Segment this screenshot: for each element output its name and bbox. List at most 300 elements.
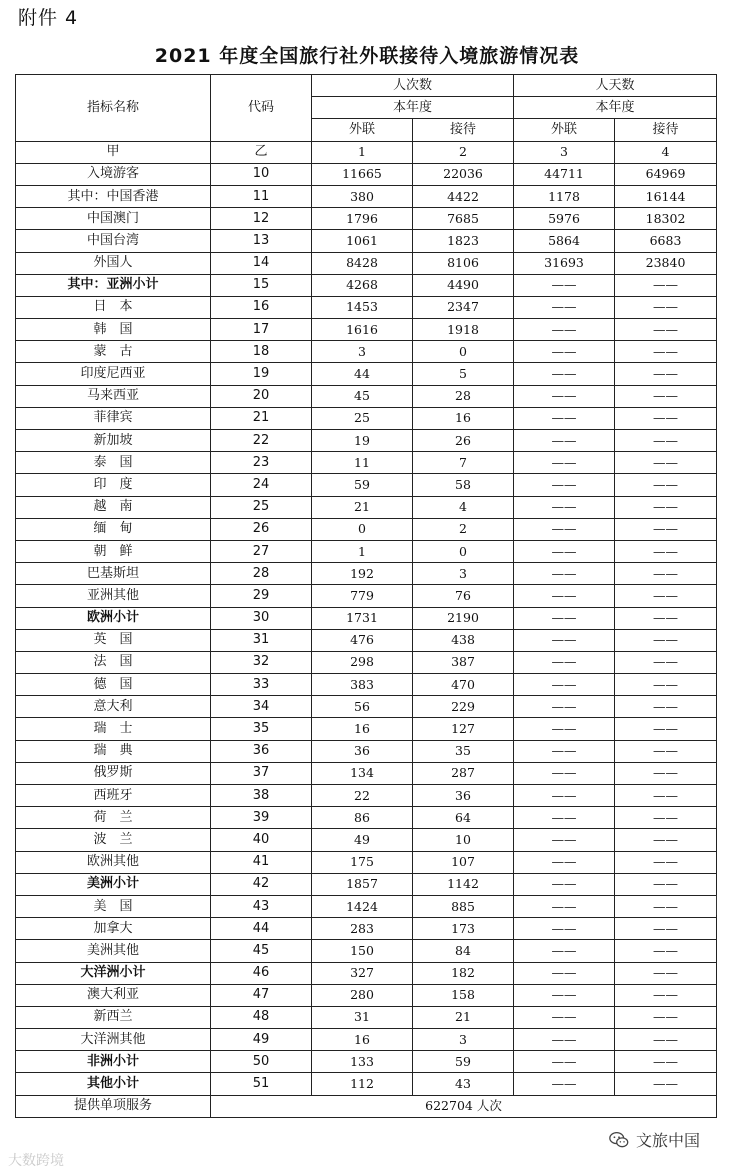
header-col-2: 2 (413, 141, 514, 163)
row-name: 巴基斯坦 (16, 563, 211, 585)
row-jiedai-days: —— (615, 518, 717, 540)
table-row (16, 1051, 717, 1073)
row-name: 韩 国 (16, 319, 211, 341)
row-waillian-days: 44711 (514, 163, 615, 185)
row-waillian-times: 283 (312, 918, 413, 940)
row-jiedai-times: 0 (413, 341, 514, 363)
row-code: 37 (211, 762, 312, 784)
row-waillian-times: 45 (312, 385, 413, 407)
watermark-right (608, 1128, 700, 1151)
table-row (16, 319, 717, 341)
row-name: 澳大利亚 (16, 984, 211, 1006)
row-code: 32 (211, 651, 312, 673)
header-this-year-1: 本年度 (312, 97, 514, 119)
row-code: 51 (211, 1073, 312, 1095)
row-name: 中国台湾 (16, 230, 211, 252)
row-code: 27 (211, 540, 312, 562)
row-code: 39 (211, 807, 312, 829)
row-waillian-days: —— (514, 718, 615, 740)
row-name: 加拿大 (16, 918, 211, 940)
row-waillian-days: —— (514, 363, 615, 385)
row-waillian-times: 476 (312, 629, 413, 651)
row-code: 49 (211, 1029, 312, 1051)
row-code: 43 (211, 895, 312, 917)
row-waillian-times: 1453 (312, 296, 413, 318)
row-jiedai-days: —— (615, 474, 717, 496)
table-row (16, 230, 717, 252)
row-jiedai-days: —— (615, 718, 717, 740)
row-waillian-times: 380 (312, 185, 413, 207)
table-row (16, 208, 717, 230)
row-code: 45 (211, 940, 312, 962)
row-name: 越 南 (16, 496, 211, 518)
row-name: 美 国 (16, 895, 211, 917)
table-row (16, 1073, 717, 1095)
row-waillian-days: —— (514, 895, 615, 917)
row-waillian-times: 1061 (312, 230, 413, 252)
inbound-tourism-table (15, 74, 717, 1118)
row-code: 13 (211, 230, 312, 252)
row-code: 10 (211, 163, 312, 185)
row-jiedai-times: 16 (413, 407, 514, 429)
row-waillian-times: 11665 (312, 163, 413, 185)
row-code: 22 (211, 430, 312, 452)
row-jiedai-days: —— (615, 984, 717, 1006)
row-waillian-days: —— (514, 807, 615, 829)
row-name: 亚洲其他 (16, 585, 211, 607)
row-waillian-days: —— (514, 407, 615, 429)
table-row (16, 1006, 717, 1028)
row-jiedai-times: 7685 (413, 208, 514, 230)
row-waillian-days: —— (514, 1006, 615, 1028)
row-waillian-times: 133 (312, 1051, 413, 1073)
row-jiedai-days: —— (615, 651, 717, 673)
footer-row (16, 1095, 717, 1117)
row-jiedai-times: 58 (413, 474, 514, 496)
row-code: 11 (211, 185, 312, 207)
row-jiedai-times: 229 (413, 696, 514, 718)
table-row (16, 962, 717, 984)
row-jiedai-times: 3 (413, 563, 514, 585)
row-waillian-times: 22 (312, 785, 413, 807)
row-jiedai-days: —— (615, 740, 717, 762)
row-waillian-days: —— (514, 607, 615, 629)
row-name: 其中：中国香港 (16, 185, 211, 207)
row-jiedai-days: —— (615, 607, 717, 629)
row-jiedai-days: —— (615, 452, 717, 474)
row-code: 47 (211, 984, 312, 1006)
row-waillian-times: 134 (312, 762, 413, 784)
row-jiedai-times: 28 (413, 385, 514, 407)
row-waillian-days: —— (514, 474, 615, 496)
row-code: 50 (211, 1051, 312, 1073)
row-jiedai-times: 64 (413, 807, 514, 829)
row-jiedai-times: 4490 (413, 274, 514, 296)
header-jia: 甲 (16, 141, 211, 163)
row-jiedai-days: —— (615, 274, 717, 296)
row-waillian-times: 21 (312, 496, 413, 518)
row-waillian-times: 298 (312, 651, 413, 673)
table-row (16, 496, 717, 518)
table-row (16, 785, 717, 807)
row-jiedai-times: 8106 (413, 252, 514, 274)
row-waillian-days: —— (514, 740, 615, 762)
watermark-left: 大数跨境 (8, 1153, 64, 1169)
table-row (16, 274, 717, 296)
row-code: 15 (211, 274, 312, 296)
row-waillian-days: —— (514, 296, 615, 318)
row-waillian-days: —— (514, 629, 615, 651)
row-jiedai-times: 438 (413, 629, 514, 651)
row-waillian-times: 1 (312, 540, 413, 562)
row-code: 21 (211, 407, 312, 429)
row-jiedai-days: —— (615, 873, 717, 895)
row-name: 非洲小计 (16, 1051, 211, 1073)
table-row (16, 296, 717, 318)
row-waillian-times: 44 (312, 363, 413, 385)
row-jiedai-times: 1142 (413, 873, 514, 895)
cursor-mark (716, 895, 717, 915)
row-jiedai-days: —— (615, 851, 717, 873)
row-waillian-days: —— (514, 540, 615, 562)
row-code: 44 (211, 918, 312, 940)
table-row (16, 363, 717, 385)
row-waillian-times: 16 (312, 718, 413, 740)
table-row (16, 341, 717, 363)
row-waillian-times: 31 (312, 1006, 413, 1028)
row-name: 其中：亚洲小计 (16, 274, 211, 296)
row-name: 泰 国 (16, 452, 211, 474)
row-waillian-days: —— (514, 1073, 615, 1095)
table-row (16, 252, 717, 274)
row-waillian-times: 175 (312, 851, 413, 873)
row-waillian-times: 1796 (312, 208, 413, 230)
row-waillian-days: —— (514, 1051, 615, 1073)
footer-label: 提供单项服务 (16, 1095, 211, 1117)
row-jiedai-times: 158 (413, 984, 514, 1006)
row-code: 42 (211, 873, 312, 895)
row-code: 41 (211, 851, 312, 873)
row-jiedai-days: —— (615, 1051, 717, 1073)
page-title: 2021 年度全国旅行社外联接待入境旅游情况表 (154, 45, 580, 67)
wechat-icon (608, 1129, 630, 1151)
header-person-times: 人次数 (312, 75, 514, 97)
row-waillian-times: 1616 (312, 319, 413, 341)
row-waillian-times: 36 (312, 740, 413, 762)
row-waillian-days: —— (514, 452, 615, 474)
row-name: 意大利 (16, 696, 211, 718)
row-waillian-days: —— (514, 873, 615, 895)
row-waillian-times: 327 (312, 962, 413, 984)
row-waillian-days: —— (514, 585, 615, 607)
row-waillian-days: —— (514, 518, 615, 540)
row-code: 30 (211, 607, 312, 629)
row-name: 新西兰 (16, 1006, 211, 1028)
row-name: 欧洲小计 (16, 607, 211, 629)
row-waillian-times: 8428 (312, 252, 413, 274)
row-jiedai-days: —— (615, 585, 717, 607)
row-jiedai-days: —— (615, 962, 717, 984)
row-jiedai-days: —— (615, 363, 717, 385)
row-waillian-days: —— (514, 1029, 615, 1051)
row-name: 中国澳门 (16, 208, 211, 230)
row-waillian-times: 192 (312, 563, 413, 585)
row-waillian-days: —— (514, 674, 615, 696)
table-row (16, 984, 717, 1006)
header-row-1 (16, 75, 717, 97)
row-code: 34 (211, 696, 312, 718)
row-waillian-days: —— (514, 341, 615, 363)
row-jiedai-days: —— (615, 940, 717, 962)
row-waillian-days: —— (514, 563, 615, 585)
row-waillian-times: 59 (312, 474, 413, 496)
row-jiedai-days: 16144 (615, 185, 717, 207)
row-code: 28 (211, 563, 312, 585)
table-row (16, 585, 717, 607)
row-name: 蒙 古 (16, 341, 211, 363)
row-jiedai-times: 387 (413, 651, 514, 673)
header-waillian-2: 外联 (514, 119, 615, 141)
row-name: 马来西亚 (16, 385, 211, 407)
table-row (16, 385, 717, 407)
row-jiedai-days: 64969 (615, 163, 717, 185)
row-code: 26 (211, 518, 312, 540)
row-jiedai-times: 2190 (413, 607, 514, 629)
table-row (16, 518, 717, 540)
row-name: 荷 兰 (16, 807, 211, 829)
row-code: 18 (211, 341, 312, 363)
table-row (16, 918, 717, 940)
row-name: 新加坡 (16, 430, 211, 452)
header-yi: 乙 (211, 141, 312, 163)
row-waillian-times: 16 (312, 1029, 413, 1051)
row-jiedai-times: 2347 (413, 296, 514, 318)
row-waillian-days: —— (514, 430, 615, 452)
header-waillian-1: 外联 (312, 119, 413, 141)
row-name: 美洲小计 (16, 873, 211, 895)
row-jiedai-days: —— (615, 629, 717, 651)
row-waillian-times: 1731 (312, 607, 413, 629)
row-waillian-times: 112 (312, 1073, 413, 1095)
row-waillian-times: 1857 (312, 873, 413, 895)
row-waillian-days: —— (514, 651, 615, 673)
row-code: 31 (211, 629, 312, 651)
row-waillian-days: —— (514, 385, 615, 407)
row-jiedai-days: —— (615, 895, 717, 917)
header-row-index (16, 141, 717, 163)
row-name: 缅 甸 (16, 518, 211, 540)
row-jiedai-times: 84 (413, 940, 514, 962)
table-row (16, 185, 717, 207)
row-name: 大洋洲其他 (16, 1029, 211, 1051)
table-row (16, 740, 717, 762)
row-jiedai-times: 10 (413, 829, 514, 851)
row-code: 35 (211, 718, 312, 740)
row-jiedai-days: 6683 (615, 230, 717, 252)
table-row (16, 540, 717, 562)
row-waillian-days: —— (514, 984, 615, 1006)
header-this-year-2: 本年度 (514, 97, 717, 119)
row-waillian-days: 31693 (514, 252, 615, 274)
header-col-4: 4 (615, 141, 717, 163)
table-row (16, 829, 717, 851)
row-name: 瑞 典 (16, 740, 211, 762)
table-row (16, 651, 717, 673)
row-waillian-times: 383 (312, 674, 413, 696)
row-jiedai-times: 22036 (413, 163, 514, 185)
row-code: 12 (211, 208, 312, 230)
row-code: 48 (211, 1006, 312, 1028)
row-jiedai-times: 4422 (413, 185, 514, 207)
watermark-right-text: 文旅中国 (636, 1131, 701, 1150)
row-waillian-days: —— (514, 918, 615, 940)
table-row (16, 762, 717, 784)
row-jiedai-days: —— (615, 407, 717, 429)
row-waillian-times: 4268 (312, 274, 413, 296)
row-waillian-days: —— (514, 962, 615, 984)
row-name: 西班牙 (16, 785, 211, 807)
row-code: 29 (211, 585, 312, 607)
row-waillian-times: 1424 (312, 895, 413, 917)
row-name: 入境游客 (16, 163, 211, 185)
row-waillian-times: 150 (312, 940, 413, 962)
row-jiedai-times: 35 (413, 740, 514, 762)
row-jiedai-days: —— (615, 696, 717, 718)
row-waillian-days: —— (514, 851, 615, 873)
row-name: 外国人 (16, 252, 211, 274)
row-jiedai-days: —— (615, 785, 717, 807)
row-name: 德 国 (16, 674, 211, 696)
row-jiedai-days: —— (615, 1006, 717, 1028)
row-waillian-days: 5976 (514, 208, 615, 230)
row-name: 菲律宾 (16, 407, 211, 429)
row-jiedai-times: 470 (413, 674, 514, 696)
table-row (16, 430, 717, 452)
row-jiedai-times: 7 (413, 452, 514, 474)
row-code: 20 (211, 385, 312, 407)
table-row (16, 452, 717, 474)
row-jiedai-days: 18302 (615, 208, 717, 230)
table-row (16, 696, 717, 718)
row-waillian-days: —— (514, 274, 615, 296)
table-row (16, 607, 717, 629)
row-jiedai-days: —— (615, 296, 717, 318)
header-code: 代码 (211, 75, 312, 142)
table-row (16, 807, 717, 829)
row-waillian-times: 3 (312, 341, 413, 363)
row-waillian-times: 0 (312, 518, 413, 540)
row-jiedai-times: 21 (413, 1006, 514, 1028)
row-code: 16 (211, 296, 312, 318)
row-name: 大洋洲小计 (16, 962, 211, 984)
row-jiedai-days: —— (615, 540, 717, 562)
row-waillian-days: —— (514, 940, 615, 962)
row-code: 38 (211, 785, 312, 807)
row-waillian-days: —— (514, 496, 615, 518)
row-code: 36 (211, 740, 312, 762)
row-code: 14 (211, 252, 312, 274)
row-jiedai-days: —— (615, 496, 717, 518)
row-waillian-times: 280 (312, 984, 413, 1006)
table-row (16, 940, 717, 962)
table-row (16, 629, 717, 651)
row-waillian-times: 25 (312, 407, 413, 429)
row-jiedai-days: —— (615, 563, 717, 585)
row-jiedai-times: 36 (413, 785, 514, 807)
attachment-label: 附件 4 (18, 7, 79, 29)
table-row (16, 407, 717, 429)
table-row (16, 873, 717, 895)
row-name: 波 兰 (16, 829, 211, 851)
row-waillian-days: —— (514, 319, 615, 341)
row-name: 印 度 (16, 474, 211, 496)
row-jiedai-days: —— (615, 674, 717, 696)
row-name: 俄罗斯 (16, 762, 211, 784)
table-row (16, 851, 717, 873)
row-waillian-times: 86 (312, 807, 413, 829)
footer-value: 622704 人次 (211, 1095, 717, 1117)
row-jiedai-times: 76 (413, 585, 514, 607)
row-code: 46 (211, 962, 312, 984)
row-name: 英 国 (16, 629, 211, 651)
row-waillian-times: 49 (312, 829, 413, 851)
row-jiedai-days: —— (615, 807, 717, 829)
row-waillian-days: —— (514, 829, 615, 851)
row-name: 美洲其他 (16, 940, 211, 962)
row-jiedai-times: 127 (413, 718, 514, 740)
row-code: 40 (211, 829, 312, 851)
row-waillian-days: 5864 (514, 230, 615, 252)
row-jiedai-days: —— (615, 918, 717, 940)
row-jiedai-times: 4 (413, 496, 514, 518)
row-name: 朝 鲜 (16, 540, 211, 562)
table-row (16, 474, 717, 496)
table-row (16, 674, 717, 696)
row-jiedai-days: —— (615, 829, 717, 851)
row-jiedai-times: 2 (413, 518, 514, 540)
header-jiedai-1: 接待 (413, 119, 514, 141)
header-indicator: 指标名称 (16, 75, 211, 142)
row-jiedai-times: 5 (413, 363, 514, 385)
row-code: 23 (211, 452, 312, 474)
row-waillian-times: 56 (312, 696, 413, 718)
table-row (16, 895, 717, 917)
table-row (16, 718, 717, 740)
row-waillian-times: 779 (312, 585, 413, 607)
row-name: 印度尼西亚 (16, 363, 211, 385)
row-jiedai-times: 885 (413, 895, 514, 917)
row-jiedai-times: 182 (413, 962, 514, 984)
row-jiedai-days: —— (615, 1029, 717, 1051)
row-jiedai-days: —— (615, 430, 717, 452)
row-code: 33 (211, 674, 312, 696)
table-row (16, 163, 717, 185)
row-code: 25 (211, 496, 312, 518)
row-name: 欧洲其他 (16, 851, 211, 873)
row-waillian-times: 19 (312, 430, 413, 452)
row-jiedai-times: 173 (413, 918, 514, 940)
row-jiedai-days: 23840 (615, 252, 717, 274)
row-waillian-days: —— (514, 785, 615, 807)
row-jiedai-times: 1823 (413, 230, 514, 252)
table-row (16, 1029, 717, 1051)
row-name: 瑞 士 (16, 718, 211, 740)
row-waillian-days: —— (514, 762, 615, 784)
row-jiedai-times: 287 (413, 762, 514, 784)
row-code: 17 (211, 319, 312, 341)
row-name: 其他小计 (16, 1073, 211, 1095)
row-jiedai-times: 107 (413, 851, 514, 873)
